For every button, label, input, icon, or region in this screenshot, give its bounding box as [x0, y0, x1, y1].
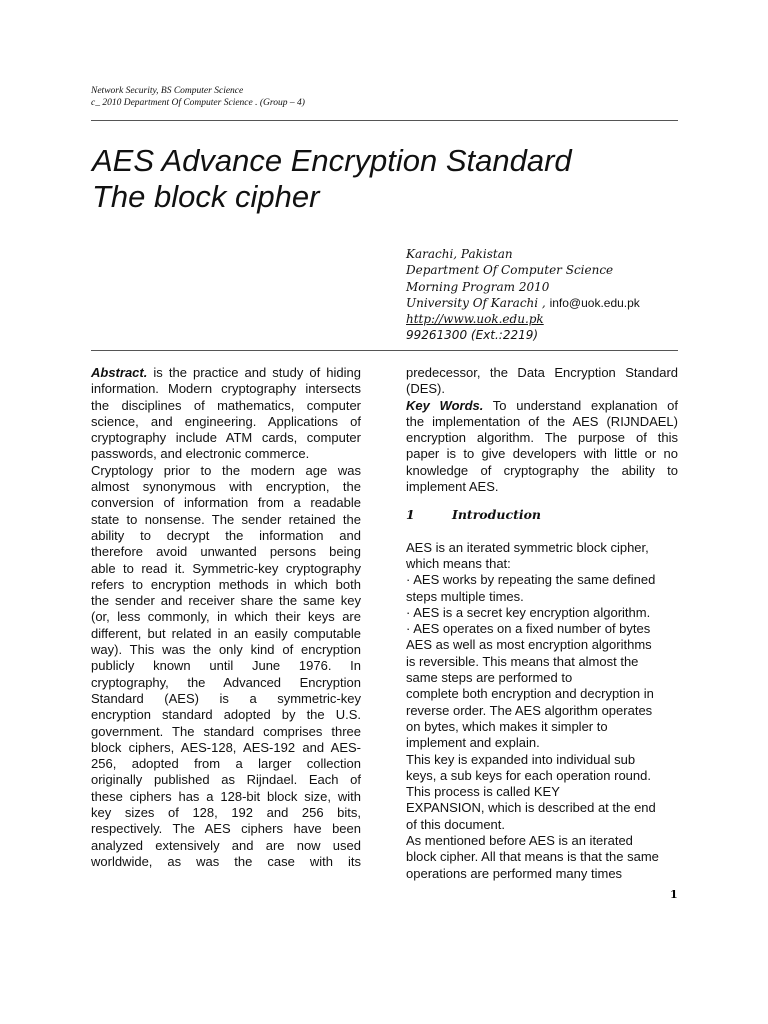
left-column: [91, 365, 361, 870]
header-rule: [91, 120, 678, 121]
abstract-line: almost synonymous with encryption, the: [91, 479, 361, 495]
section-number: 1: [406, 507, 415, 523]
intro-line: implement and explain.: [406, 735, 540, 751]
abstract-line: publicly known until June 1976. In: [91, 658, 361, 674]
intro-line: AES is an iterated symmetric block cipher,: [406, 539, 649, 555]
affiliation-url[interactable]: http://www.uok.edu.pk: [406, 312, 544, 327]
abstract-line: block ciphers, AES-128, AES-192 and AES-: [91, 739, 361, 755]
intro-line: is reversible. This means that almost the: [406, 653, 639, 669]
abstract-line: information. Modern cryptography intersects: [91, 381, 361, 397]
intro-line: · AES works by repeating the same defined: [406, 572, 656, 588]
abstract-line: ability to decrypt the information and: [91, 527, 361, 543]
abstract-line: different, but related in an easily computable: [91, 625, 361, 641]
abstract-line: key sizes of 128, 192 and 256 bits,: [91, 805, 361, 821]
abstract-line: able to read it. Symmetric-key cryptography: [91, 560, 361, 576]
abstract-line: passwords, and electronic commerce.: [91, 446, 310, 462]
abstract-first-line: Abstract. is the practice and study of hiding: [91, 365, 361, 380]
title-line-2: The block cipher: [92, 179, 320, 214]
intro-line: reverse order. The AES algorithm operates: [406, 702, 653, 718]
abstract-line: government. The standard comprises three: [91, 723, 361, 739]
abstract-continuation-line: (DES).: [406, 381, 445, 397]
affiliation-university-row: [406, 295, 640, 311]
affiliation-department: Department Of Computer Science: [406, 263, 614, 278]
intro-line: keys, a sub keys for each operation round.: [406, 767, 651, 783]
abstract-line: these ciphers has a 128-bit block size, with: [91, 788, 361, 804]
paper-title: [92, 143, 572, 215]
abstract-line: cryptography, the Advanced Encryption: [91, 674, 361, 690]
right-column: [406, 365, 678, 882]
abstract-line: refers to encryption methods in which both: [91, 576, 361, 592]
abstract-rule: [91, 350, 678, 351]
abstract-line: state to nonsense. The sender retained the: [91, 511, 361, 527]
intro-line: same steps are performed to: [406, 670, 573, 686]
abstract-line: encryption standard adopted by the U.S.: [91, 707, 361, 723]
abstract-line: the sender and receiver share the same key: [91, 593, 361, 609]
abstract-line: (or, less commonly, in which their keys are: [91, 609, 361, 625]
abstract-line: 256, adopted from a larger collection: [91, 756, 361, 772]
section-heading: [406, 507, 678, 523]
intro-line: steps multiple times.: [406, 588, 524, 604]
keywords-label: Key Words.: [406, 397, 484, 413]
keywords-line: the implementation of the AES (RIJNDAEL): [406, 413, 678, 429]
affiliation-program: Morning Program 2010: [406, 279, 550, 294]
abstract-line: Standard (AES) is a symmetric-key: [91, 690, 361, 706]
keywords-first-line: Key Words. To understand explanation of: [406, 397, 678, 413]
intro-line: complete both encryption and decryption in: [406, 686, 654, 702]
keywords-line: paper is to give developers with little or no: [406, 446, 678, 462]
page-number: 1: [670, 888, 678, 901]
abstract-line: respectively. The AES ciphers have been: [91, 821, 361, 837]
abstract-continuation-line: predecessor, the Data Encryption Standard: [406, 365, 678, 380]
abstract-line: worldwide, as was the case with its: [91, 853, 361, 869]
affiliation-phone: 99261300 (Ext.:2219): [406, 328, 539, 343]
affiliation-email: info@uok.edu.pk: [549, 295, 640, 310]
keywords-line: encryption algorithm. The purpose of this: [406, 430, 678, 446]
intro-line: on bytes, which makes it simpler to: [406, 718, 608, 734]
abstract-line: way). This was the only kind of encryption: [91, 642, 361, 658]
keywords-line: implement AES.: [406, 479, 499, 495]
intro-line: · AES is a secret key encryption algorithm.: [406, 604, 651, 620]
abstract-line: the disciplines of mathematics, computer: [91, 397, 361, 413]
intro-line: block cipher. All that means is that the same: [406, 849, 659, 865]
abstract-line: conversion of information from a readable: [91, 495, 361, 511]
running-header: [91, 85, 305, 109]
keywords-line: knowledge of cryptography the ability to: [406, 462, 678, 478]
intro-line: AES as well as most encryption algorithms: [406, 637, 652, 653]
abstract-line: Cryptology prior to the modern age was: [91, 462, 361, 478]
affiliation-block: [406, 246, 640, 344]
abstract-line: science, and engineering. Applications of: [91, 413, 361, 429]
title-line-1: AES Advance Encryption Standard: [92, 143, 572, 178]
abstract-label: Abstract.: [91, 365, 148, 380]
intro-line: which means that:: [406, 555, 511, 571]
abstract-line: analyzed extensively and are now used: [91, 837, 361, 853]
affiliation-city: Karachi, Pakistan: [406, 247, 513, 261]
abstract-line: originally published as Rijndael. Each of: [91, 772, 361, 788]
intro-line: As mentioned before AES is an iterated: [406, 833, 633, 849]
intro-line: of this document.: [406, 816, 505, 832]
abstract-line: therefore avoid unwanted persons being: [91, 544, 361, 560]
section-title: Introduction: [452, 507, 542, 523]
affiliation-university: University Of Karachi ,: [406, 295, 546, 310]
copyright-line: c_ 2010 Department Of Computer Science . (Group – 4): [91, 98, 305, 108]
intro-line: operations are performed many times: [406, 865, 623, 881]
abstract-line: cryptography include ATM cards, computer: [91, 430, 361, 446]
intro-line: · AES operates on a fixed number of bytes: [406, 621, 651, 637]
course-line: Network Security, BS Computer Science: [91, 86, 244, 96]
intro-line: This process is called KEY: [406, 784, 560, 800]
intro-line: EXPANSION, which is described at the end: [406, 800, 656, 816]
intro-line: This key is expanded into individual sub: [406, 751, 636, 767]
